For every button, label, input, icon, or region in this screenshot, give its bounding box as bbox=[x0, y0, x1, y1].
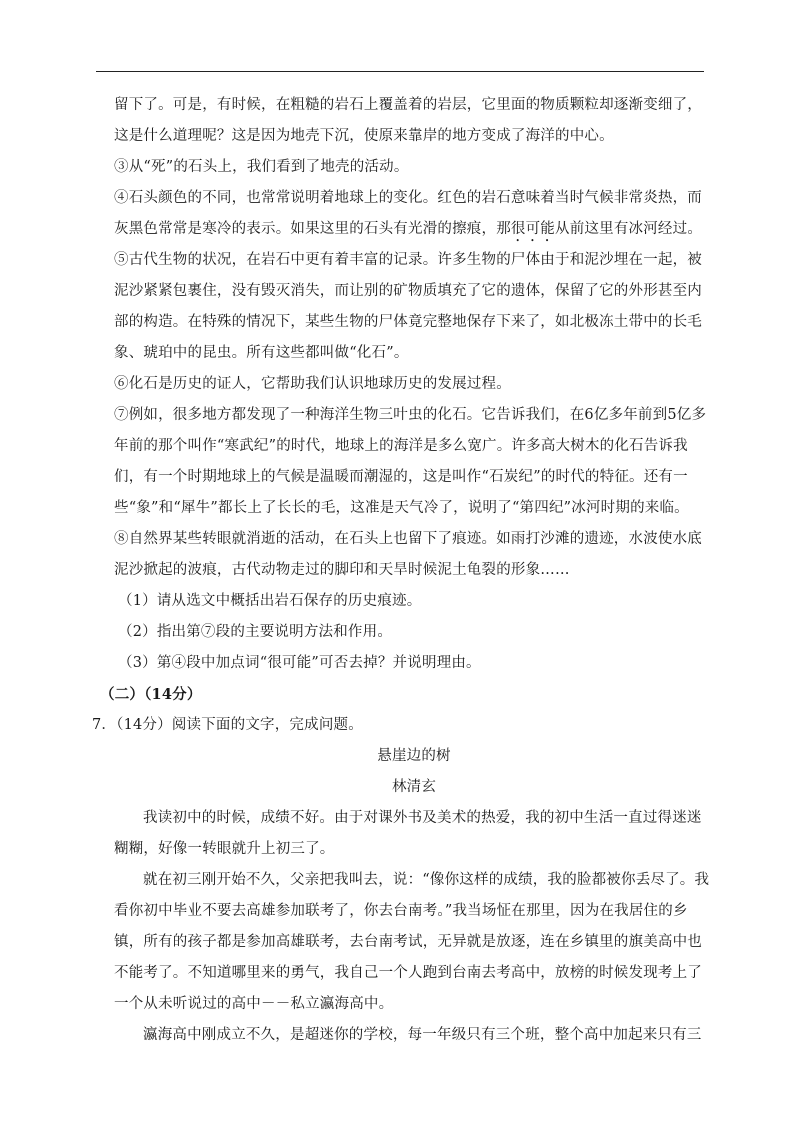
question-3: （3）第④段中加点词“很可能”可否去掉？并说明理由。 bbox=[118, 655, 481, 671]
document-body bbox=[92, 90, 714, 1051]
passage-title: 悬崖边的树 bbox=[377, 748, 451, 764]
paragraph-7: ⑦例如，很多地方都发现了一种海洋生物三叶虫的化石。它告诉我们，在6亿多年前到5亿多年前的那个叫作“寒武纪”的时代，地球上的海洋是多么宽广。许多高大树木的化石告诉我们，有一个时期地球上的气候是温暖而潮湿的，这是叫作“石炭纪”的时代的特征。还有一些“象”和“犀牛”都长上了长长的毛，这准是天气冷了，说明了“第四纪”冰河时期的来临。 bbox=[114, 407, 707, 516]
passage2-paragraph-1: 我读初中的时候，成绩不好。由于对课外书及美术的热爱，我的初中生活一直过得迷迷糊糊，好像一转眼就升上初三了。 bbox=[114, 810, 702, 857]
section-heading: （二）（14分） bbox=[100, 686, 202, 703]
passage2-paragraph-2: 就在初三刚开始不久，父亲把我叫去，说：“像你这样的成绩，我的脸都被你丢尽了。我看你初中毕业不要去高雄参加联考了，你去台南考。”我当场怔在那里，因为在我居住的乡镇，所有的孩子都是参加高雄联考，去台南考试，无异就是放逐，连在乡镇里的旗美高中也不能考了。不知道哪里来的勇气，我自己一个人跑到台南去考高中，放榜的时候发现考上了一个从未听说过的高中－－私立瀛海高中。 bbox=[114, 872, 710, 1012]
header-rule bbox=[96, 71, 704, 72]
question-7-prompt: 7．（14分）阅读下面的文字，完成问题。 bbox=[92, 717, 363, 733]
paragraph-5: ⑤古代生物的状况，在岩石中更有着丰富的记录。许多生物的尸体由于和泥沙埋在一起，被泥沙紧紧包裹住，没有毁灭消失，而让别的矿物质填充了它的遗体，保留了它的外形甚至内部的构造。在特殊的情况下，某些生物的尸体竟完整地保存下来了，如北极冻土带中的长毛象、琥珀中的昆虫。所有这些都叫做“化石”。 bbox=[114, 252, 702, 361]
paragraph-4 bbox=[114, 183, 714, 245]
paragraph-6: ⑥化石是历史的证人，它帮助我们认识地球历史的发展过程。 bbox=[114, 376, 511, 392]
paragraph-4-text-a: ④石头颜色的不同，也常常说明着地球上的变化。红色的岩石意味着当时气候非常炎热，而灰黑色常常是寒冷的表示。如果这里的石头有光滑的擦痕，那 bbox=[114, 190, 702, 237]
paragraph-2-continued: 留下了。可是，有时候，在粗糙的岩石上覆盖着的岩层，它里面的物质颗粒却逐渐变细了，这是什么道理呢？这是因为地壳下沉，使原来靠岸的地方变成了海洋的中心。 bbox=[114, 97, 702, 144]
question-2: （2）指出第⑦段的主要说明方法和作用。 bbox=[118, 624, 393, 640]
paragraph-3: ③从“死”的石头上，我们看到了地壳的活动。 bbox=[114, 159, 409, 175]
passage2-paragraph-3: 瀛海高中刚成立不久，是超迷你的学校，每一年级只有三个班，整个高中加起来只有三 bbox=[143, 1027, 702, 1043]
dotted-word: 很可能 bbox=[510, 221, 556, 237]
paragraph-8: ⑧自然界某些转眼就消逝的活动，在石头上也留下了痕迹。如雨打沙滩的遗迹，水波使水底泥沙掀起的波痕，古代动物走过的脚印和天旱时候泥土龟裂的形象…… bbox=[114, 531, 702, 578]
question-1: （1）请从选文中概括出岩石保存的历史痕迹。 bbox=[118, 593, 422, 609]
paragraph-4-text-b: 从前这里有冰河经过。 bbox=[555, 221, 703, 237]
passage-author: 林清玄 bbox=[391, 779, 437, 795]
